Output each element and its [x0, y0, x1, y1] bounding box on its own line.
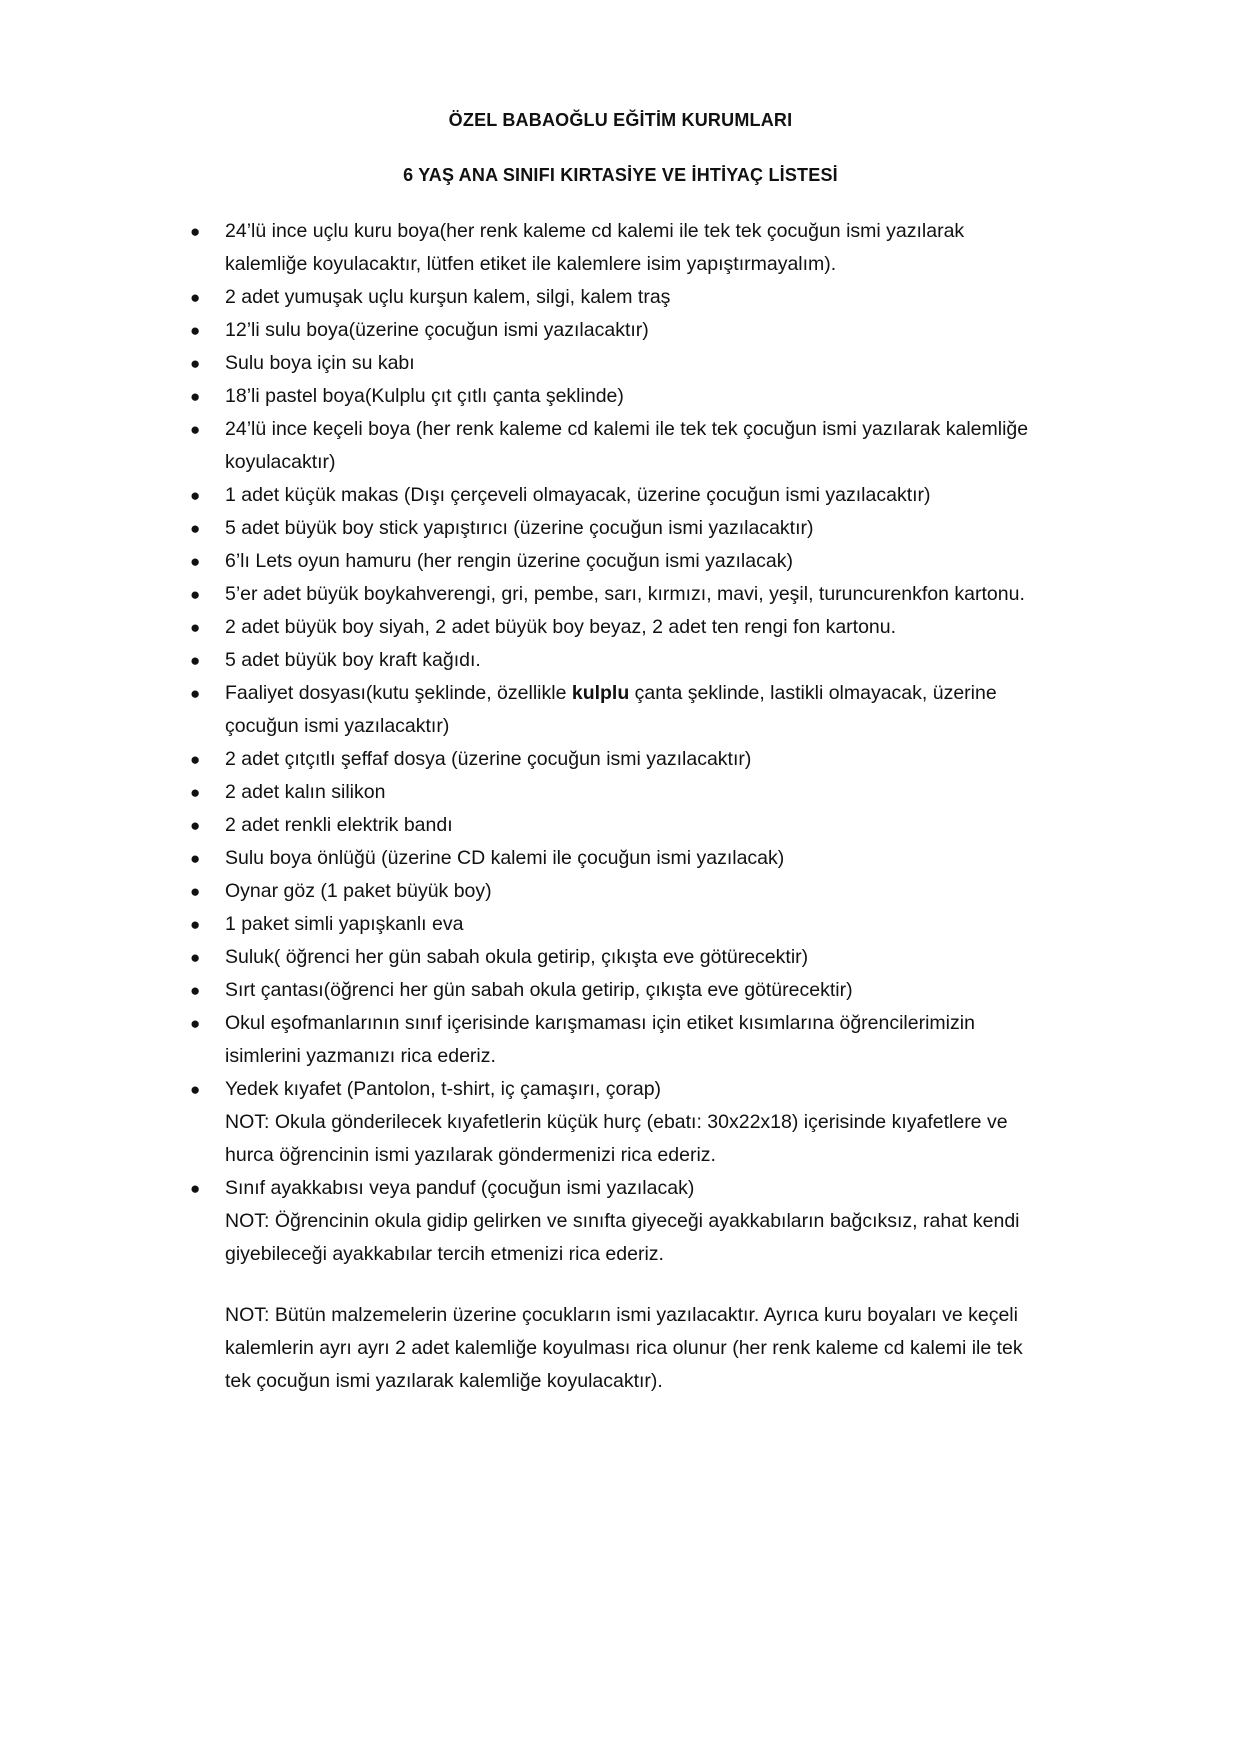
- item-text: 2 adet büyük boy siyah, 2 adet büyük boy beyaz, 2 adet ten rengi fon kartonu.: [225, 616, 897, 638]
- list-item: [0, 677, 1095, 743]
- item-text: 5’er adet büyük boykahverengi, gri, pembe, sarı, kırmızı, mavi, yeşil, turuncurenkfon kartonu.: [225, 583, 1025, 605]
- item-text: 24’lü ince uçlu kuru boya(her renk kaleme cd kalemi ile tek tek çocuğun ismi yazılarak: [225, 220, 965, 242]
- list-item: [0, 908, 1095, 941]
- item-text: 1 adet küçük makas (Dışı çerçeveli olmayacak, üzerine çocuğun ismi yazılacaktır): [225, 484, 931, 506]
- bullet-icon: ●: [190, 222, 201, 241]
- bullet-icon: ●: [190, 981, 201, 1000]
- item-text-part: Faaliyet dosyası(kutu şeklinde, özellikle: [225, 682, 572, 704]
- item-text: 24’lü ince keçeli boya (her renk kaleme cd kalemi ile tek tek çocuğun ismi yazılarak kalemliğe: [225, 418, 1029, 440]
- item-note: giyebileceği ayakkabılar tercih etmenizi rica ederiz.: [225, 1243, 664, 1265]
- bullet-icon: ●: [190, 288, 201, 307]
- bullet-icon: ●: [190, 783, 201, 802]
- bullet-icon: ●: [190, 750, 201, 769]
- list-item: [0, 941, 1095, 974]
- item-text: Yedek kıyafet (Pantolon, t-shirt, iç çamaşırı, çorap): [225, 1078, 662, 1100]
- note-text: tek çocuğun ismi yazılarak kalemliğe koyulacaktır).: [225, 1370, 663, 1392]
- item-text: 2 adet renkli elektrik bandı: [225, 814, 453, 836]
- list-item: [0, 644, 1095, 677]
- list-item: [0, 512, 1095, 545]
- item-text: isimlerini yazmanızı rica ederiz.: [225, 1045, 496, 1067]
- item-note: hurca öğrencinin ismi yazılarak göndermenizi rica ederiz.: [225, 1144, 716, 1166]
- bullet-icon: ●: [190, 618, 201, 637]
- bullet-icon: ●: [190, 354, 201, 373]
- bullet-icon: ●: [190, 1014, 201, 1033]
- list-item: [0, 413, 1095, 479]
- list-item: [0, 578, 1095, 611]
- item-text: Sınıf ayakkabısı veya panduf (çocuğun ismi yazılacak): [225, 1177, 695, 1199]
- institution-title: ÖZEL BABAOĞLU EĞİTİM KURUMLARI: [448, 110, 793, 130]
- bullet-icon: ●: [190, 816, 201, 835]
- bullet-icon: ●: [190, 519, 201, 538]
- item-text: Oynar göz (1 paket büyük boy): [225, 880, 492, 902]
- item-emphasis: kulplu: [571, 682, 630, 704]
- bullet-icon: ●: [190, 948, 201, 967]
- list-item: [0, 281, 1095, 314]
- list-item: [0, 776, 1095, 809]
- list-item: [0, 974, 1095, 1007]
- item-text: 12’li sulu boya(üzerine çocuğun ismi yazılacaktır): [225, 319, 649, 341]
- bullet-icon: ●: [190, 321, 201, 340]
- item-text: 2 adet kalın silikon: [225, 781, 386, 803]
- list-item: [0, 314, 1095, 347]
- list-item: [0, 347, 1095, 380]
- final-note: [225, 1299, 1125, 1398]
- bullet-icon: ●: [190, 585, 201, 604]
- list-item: [0, 1172, 1095, 1271]
- item-text: Sulu boya için su kabı: [225, 352, 415, 374]
- list-item: [0, 875, 1095, 908]
- list-item: [0, 380, 1095, 413]
- bullet-icon: ●: [190, 486, 201, 505]
- bullet-icon: ●: [190, 915, 201, 934]
- bullet-icon: ●: [190, 1080, 201, 1099]
- list-item: [0, 215, 1095, 281]
- item-text: koyulacaktır): [225, 451, 336, 473]
- list-item: [0, 1007, 1095, 1073]
- item-text-part: çanta şeklinde, lastikli olmayacak, üzerine: [629, 682, 997, 704]
- item-text: Sırt çantası(öğrenci her gün sabah okula getirip, çıkışta eve götürecektir): [225, 979, 853, 1001]
- list-item: [0, 1073, 1095, 1172]
- item-text: 1 paket simli yapışkanlı eva: [225, 913, 464, 935]
- item-text: Sulu boya önlüğü (üzerine CD kalemi ile çocuğun ismi yazılacak): [225, 847, 785, 869]
- item-text: 2 adet yumuşak uçlu kurşun kalem, silgi, kalem traş: [225, 286, 671, 308]
- bullet-icon: ●: [190, 651, 201, 670]
- item-text: kalemliğe koyulacaktır, lütfen etiket ile kalemlere isim yapıştırmayalım).: [225, 253, 837, 275]
- item-text: 2 adet çıtçıtlı şeffaf dosya (üzerine çocuğun ismi yazılacaktır): [225, 748, 752, 770]
- list-item: [0, 809, 1095, 842]
- list-item: [0, 611, 1095, 644]
- list-item: [0, 842, 1095, 875]
- list-item: [0, 743, 1095, 776]
- supply-list: [0, 215, 1241, 1271]
- item-note: NOT: Öğrencinin okula gidip gelirken ve sınıfta giyeceği ayakkabıların bağcıksız, rahat kendi: [225, 1210, 1020, 1232]
- bullet-icon: ●: [190, 387, 201, 406]
- item-text: 18’li pastel boya(Kulplu çıt çıtlı çanta şeklinde): [225, 385, 624, 407]
- note-text: kalemlerin ayrı ayrı 2 adet kalemliğe koyulması rica olunur (her renk kaleme cd kalemi ile tek: [225, 1337, 1023, 1359]
- item-note: NOT: Okula gönderilecek kıyafetlerin küçük hurç (ebatı: 30x22x18) içerisinde kıyafetlere ve: [225, 1111, 1008, 1133]
- list-item: [0, 479, 1095, 512]
- item-text: çocuğun ismi yazılacaktır): [225, 715, 450, 737]
- bullet-icon: ●: [190, 684, 201, 703]
- bullet-icon: ●: [190, 849, 201, 868]
- item-text: Suluk( öğrenci her gün sabah okula getirip, çıkışta eve götürecektir): [225, 946, 809, 968]
- item-text: 6’lı Lets oyun hamuru (her rengin üzerine çocuğun ismi yazılacak): [225, 550, 793, 572]
- item-text: 5 adet büyük boy kraft kağıdı.: [225, 649, 481, 671]
- list-title: 6 YAŞ ANA SINIFI KIRTASİYE VE İHTİYAÇ LİSTESİ: [403, 165, 838, 185]
- item-text: [225, 677, 1095, 710]
- bullet-icon: ●: [190, 552, 201, 571]
- bullet-icon: ●: [190, 1179, 201, 1198]
- item-text: 5 adet büyük boy stick yapıştırıcı (üzerine çocuğun ismi yazılacaktır): [225, 517, 814, 539]
- bullet-icon: ●: [190, 882, 201, 901]
- bullet-icon: ●: [190, 420, 201, 439]
- note-text: NOT: Bütün malzemelerin üzerine çocukların ismi yazılacaktır. Ayrıca kuru boyaları ve keçeli: [225, 1304, 1018, 1326]
- list-item: [0, 545, 1095, 578]
- item-text: Okul eşofmanlarının sınıf içerisinde karışmaması için etiket kısımlarına öğrencilerimizin: [225, 1012, 975, 1034]
